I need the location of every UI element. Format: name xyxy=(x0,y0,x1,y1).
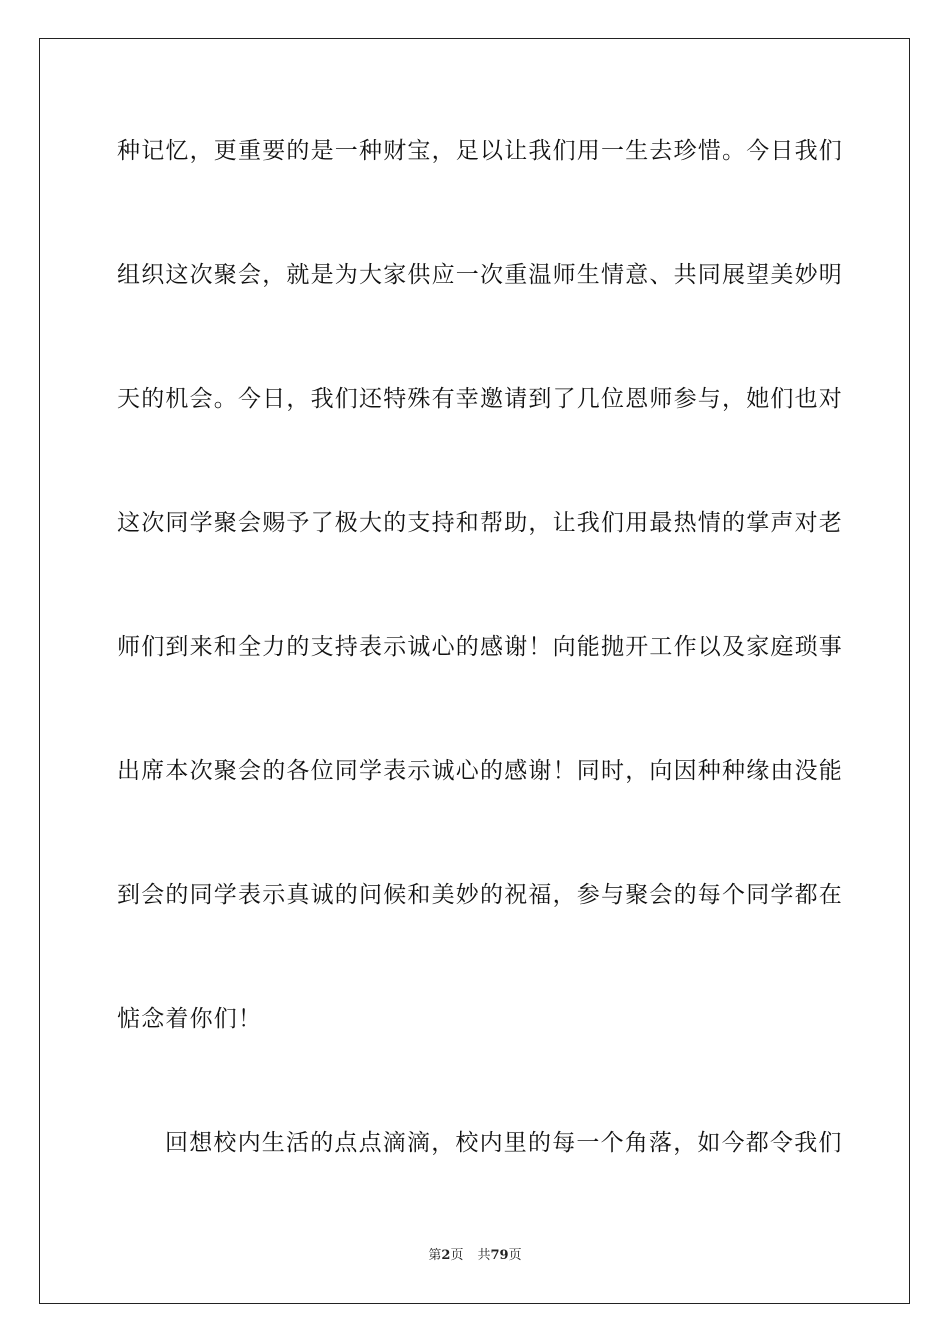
page-prefix: 第 xyxy=(428,1248,442,1263)
page-border xyxy=(39,38,910,1304)
body-text-line: 到会的同学表示真诚的问候和美妙的祝福，参与聚会的每个同学都在 xyxy=(117,882,843,908)
total-prefix: 共 xyxy=(477,1248,491,1263)
body-text-line: 种记忆，更重要的是一种财宝，足以让我们用一生去珍惜。今日我们 xyxy=(117,138,843,164)
body-text-line: 师们到来和全力的支持表示诚心的感谢！向能抛开工作以及家庭琐事 xyxy=(117,634,843,660)
paragraph-first-line: 回想校内生活的点点滴滴，校内里的每一个角落，如今都令我们 xyxy=(165,1130,843,1156)
body-text-line: 出席本次聚会的各位同学表示诚心的感谢！同时，向因种种缘由没能 xyxy=(117,758,843,784)
page-suffix: 页 xyxy=(450,1248,464,1263)
body-text-line: 天的机会。今日，我们还特殊有幸邀请到了几位恩师参与，她们也对 xyxy=(117,386,843,412)
total-pages: 79 xyxy=(490,1248,509,1263)
body-text-line: 组织这次聚会，就是为大家供应一次重温师生情意、共同展望美妙明 xyxy=(117,262,843,288)
body-text-line: 惦念着你们！ xyxy=(117,1006,263,1032)
page-number: 2 xyxy=(441,1248,451,1263)
total-suffix: 页 xyxy=(508,1248,522,1263)
page-footer xyxy=(0,1248,950,1264)
body-text-line: 这次同学聚会赐予了极大的支持和帮助，让我们用最热情的掌声对老 xyxy=(117,510,843,536)
